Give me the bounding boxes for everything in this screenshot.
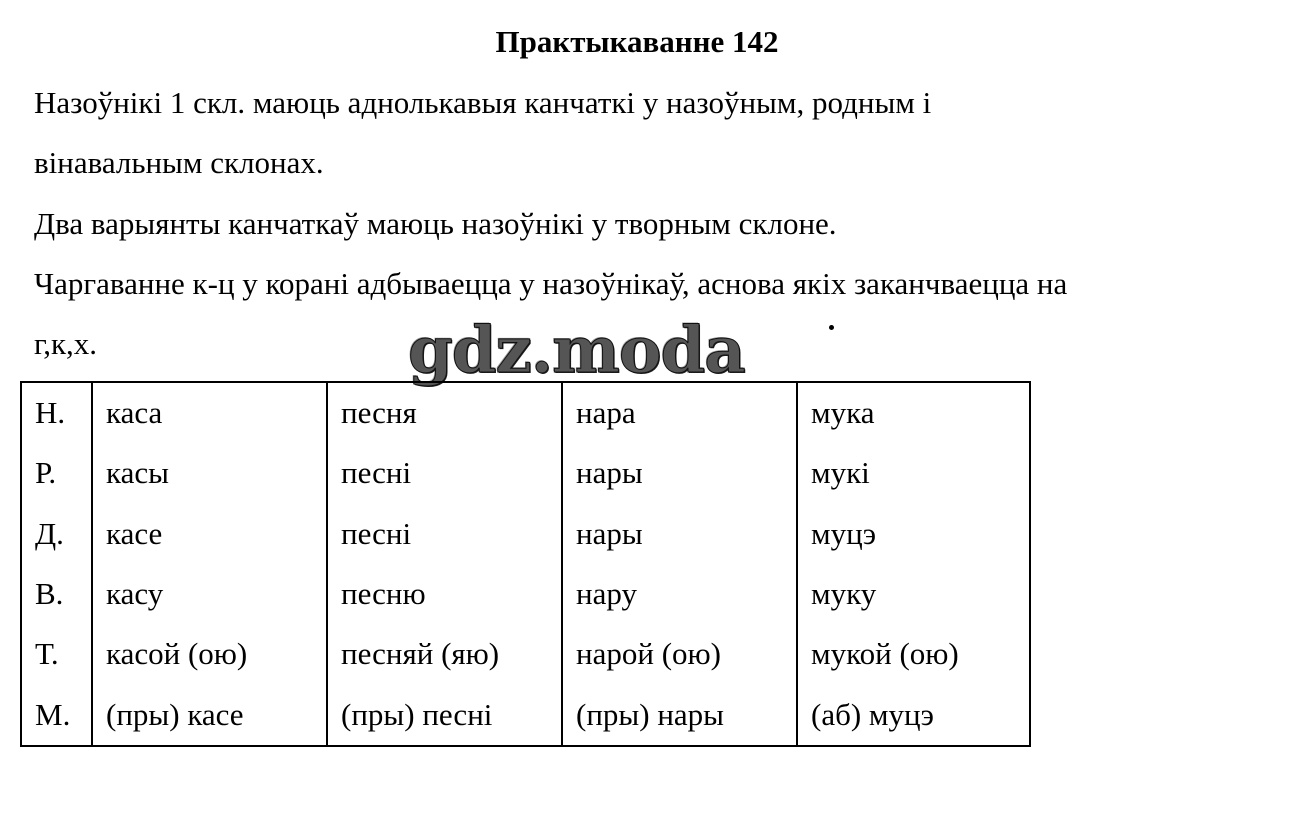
watermark-logo: gdz.moda [408,313,745,388]
table-cell: касу [92,564,327,624]
table-cell: каса [92,382,327,443]
paragraph-line-2: вінавальным склонах. [34,145,324,180]
declension-table [20,381,1031,747]
table-cell: касе [92,504,327,564]
case-label: Д. [21,504,92,564]
table-cell: нару [562,564,797,624]
stray-dot [829,325,834,330]
table-cell: нары [562,504,797,564]
table-row [21,504,1030,564]
table-cell: касы [92,443,327,503]
exercise-title: Практыкаванне 142 [495,24,779,59]
table-row [21,382,1030,443]
table-cell: песняй (яю) [327,624,562,684]
case-label: Р. [21,443,92,503]
table-cell: (пры) нары [562,684,797,745]
table-row [21,624,1030,684]
paragraph-line-3: Два варыянты канчаткаў маюць назоўнікі у творным склоне. [34,206,837,241]
table-cell: (аб) муцэ [797,684,1030,745]
table-cell: нара [562,382,797,443]
table-cell: касой (ою) [92,624,327,684]
table-cell: песні [327,443,562,503]
table-cell: муцэ [797,504,1030,564]
case-label: Т. [21,624,92,684]
table-cell: нары [562,443,797,503]
table-cell: муку [797,564,1030,624]
table-row [21,564,1030,624]
table-cell: (пры) песні [327,684,562,745]
table-cell: нарой (ою) [562,624,797,684]
paragraph-line-1: Назоўнікі 1 скл. маюць аднолькавыя канчаткі у назоўным, родным і [34,85,932,120]
paragraph-line-4: Чаргаванне к-ц у корані адбываецца у назоўнікаў, аснова якіх заканчваецца на [34,266,1068,301]
table-cell: мукі [797,443,1030,503]
table-row [21,684,1030,745]
paragraph-line-5: г,к,х. [34,326,98,361]
case-label: Н. [21,382,92,443]
table-row [21,443,1030,503]
case-label: М. [21,684,92,745]
table-cell: мука [797,382,1030,443]
table-cell: мукой (ою) [797,624,1030,684]
table-cell: песню [327,564,562,624]
table-cell: (пры) касе [92,684,327,745]
case-label: В. [21,564,92,624]
table-cell: песні [327,504,562,564]
table-cell: песня [327,382,562,443]
